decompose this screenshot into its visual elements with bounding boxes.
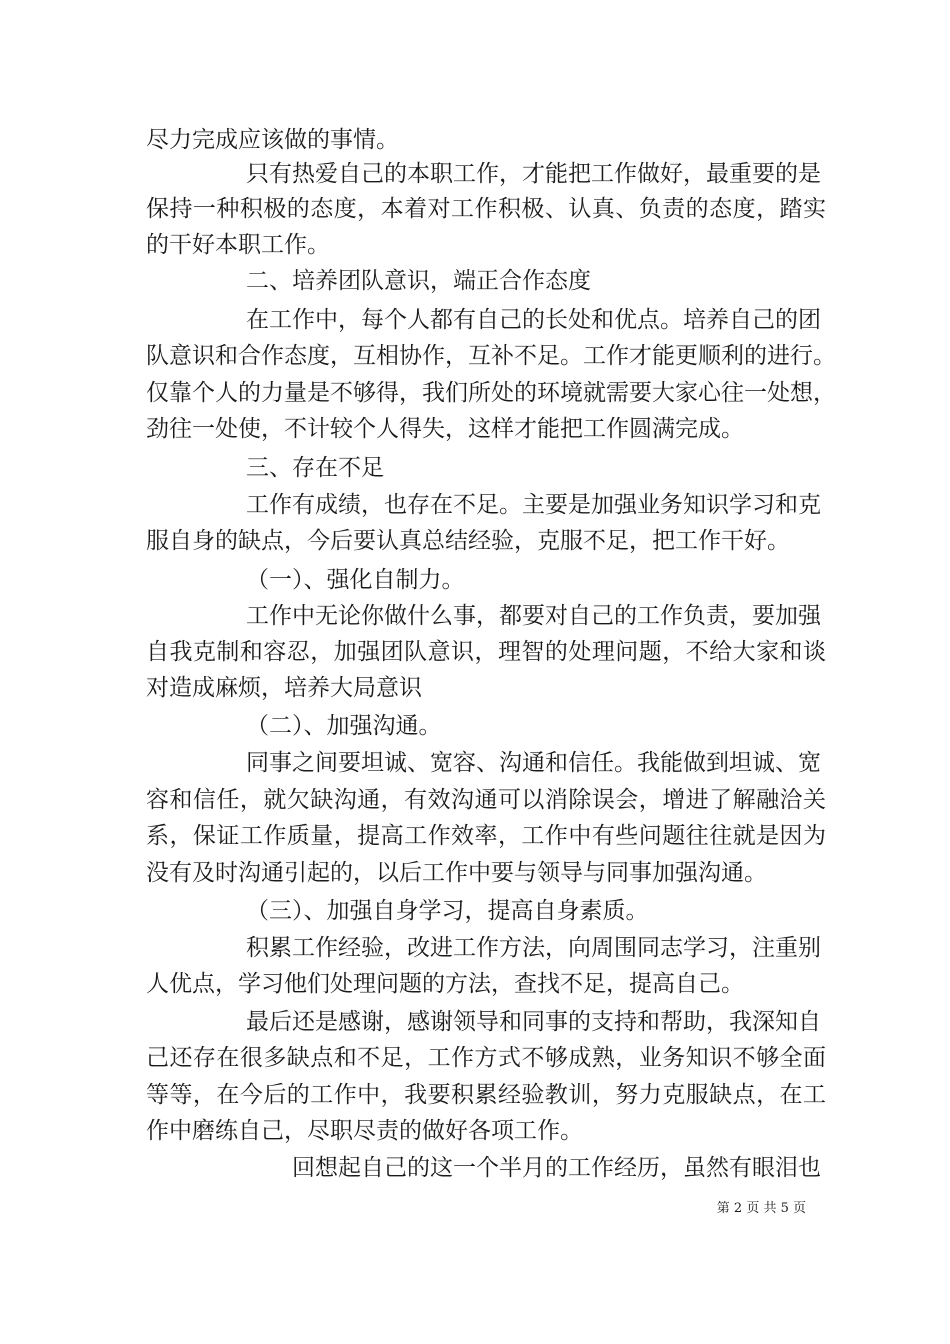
- page-number-footer: 第 2 页 共 5 页: [716, 1201, 806, 1216]
- text-line: 积累工作经验，改进工作方法，向周围同志学习，注重别: [246, 935, 821, 961]
- text-line: 队意识和合作态度，互相协作，互补不足。工作才能更顺利的进行。: [146, 343, 836, 369]
- subsection-heading: （三）、加强自身学习，提高自身素质。: [246, 898, 649, 924]
- text-line: 劲往一处使，不计较个人得失，这样才能把工作圆满完成。: [146, 416, 744, 442]
- text-line: 尽力完成应该做的事情。: [146, 127, 399, 153]
- text-line: 自我克制和容忍，加强团队意识，理智的处理问题，不给大家和谈: [146, 639, 826, 665]
- section-heading: 二、培养团队意识，端正合作态度: [246, 268, 591, 294]
- text-line: 只有热爱自己的本职工作，才能把工作做好，最重要的是: [246, 161, 821, 187]
- text-line: 的干好本职工作。: [146, 232, 330, 258]
- text-line: 容和信任，就欠缺沟通，有效沟通可以消除误会，增进了解融洽关: [146, 787, 826, 813]
- text-line: 作中磨练自己，尽职尽责的做好各项工作。: [146, 1118, 583, 1144]
- section-heading: 三、存在不足: [246, 455, 384, 481]
- text-line: 工作有成绩，也存在不足。主要是加强业务知识学习和克: [246, 492, 821, 518]
- text-line: 最后还是感谢，感谢领导和同事的支持和帮助，我深知自: [246, 1009, 821, 1035]
- text-line: 在工作中，每个人都有自己的长处和优点。培养自己的团: [246, 307, 821, 333]
- text-line: 同事之间要坦诚、宽容、沟通和信任。我能做到坦诚、宽: [246, 750, 821, 776]
- text-line: 工作中无论你做什么事，都要对自己的工作负责，要加强: [246, 603, 821, 629]
- text-line: 系，保证工作质量，提高工作效率，工作中有些问题往往就是因为: [146, 823, 826, 849]
- text-line: 等等，在今后的工作中，我要积累经验教训，努力克服缺点，在工: [146, 1082, 826, 1108]
- text-line: 仅靠个人的力量是不够得，我们所处的环境就需要大家心往一处想，: [146, 380, 836, 406]
- text-line: 没有及时沟通引起的，以后工作中要与领导与同事加强沟通。: [146, 860, 767, 886]
- text-line: 服自身的缺点，今后要认真总结经验，克服不足，把工作干好。: [146, 528, 790, 554]
- text-line: 回想起自己的这一个半月的工作经历，虽然有眼泪也: [292, 1155, 821, 1181]
- subsection-heading: （一）、强化自制力。: [246, 567, 465, 593]
- subsection-heading: （二）、加强沟通。: [246, 713, 442, 739]
- text-line: 对造成麻烦，培养大局意识: [146, 675, 422, 701]
- text-line: 己还存在很多缺点和不足，工作方式不够成熟，业务知识不够全面: [146, 1045, 826, 1071]
- text-line: 保持一种积极的态度，本着对工作积极、认真、负责的态度，踏实: [146, 196, 826, 222]
- text-line: 人优点，学习他们处理问题的方法，查找不足，提高自己。: [146, 971, 744, 997]
